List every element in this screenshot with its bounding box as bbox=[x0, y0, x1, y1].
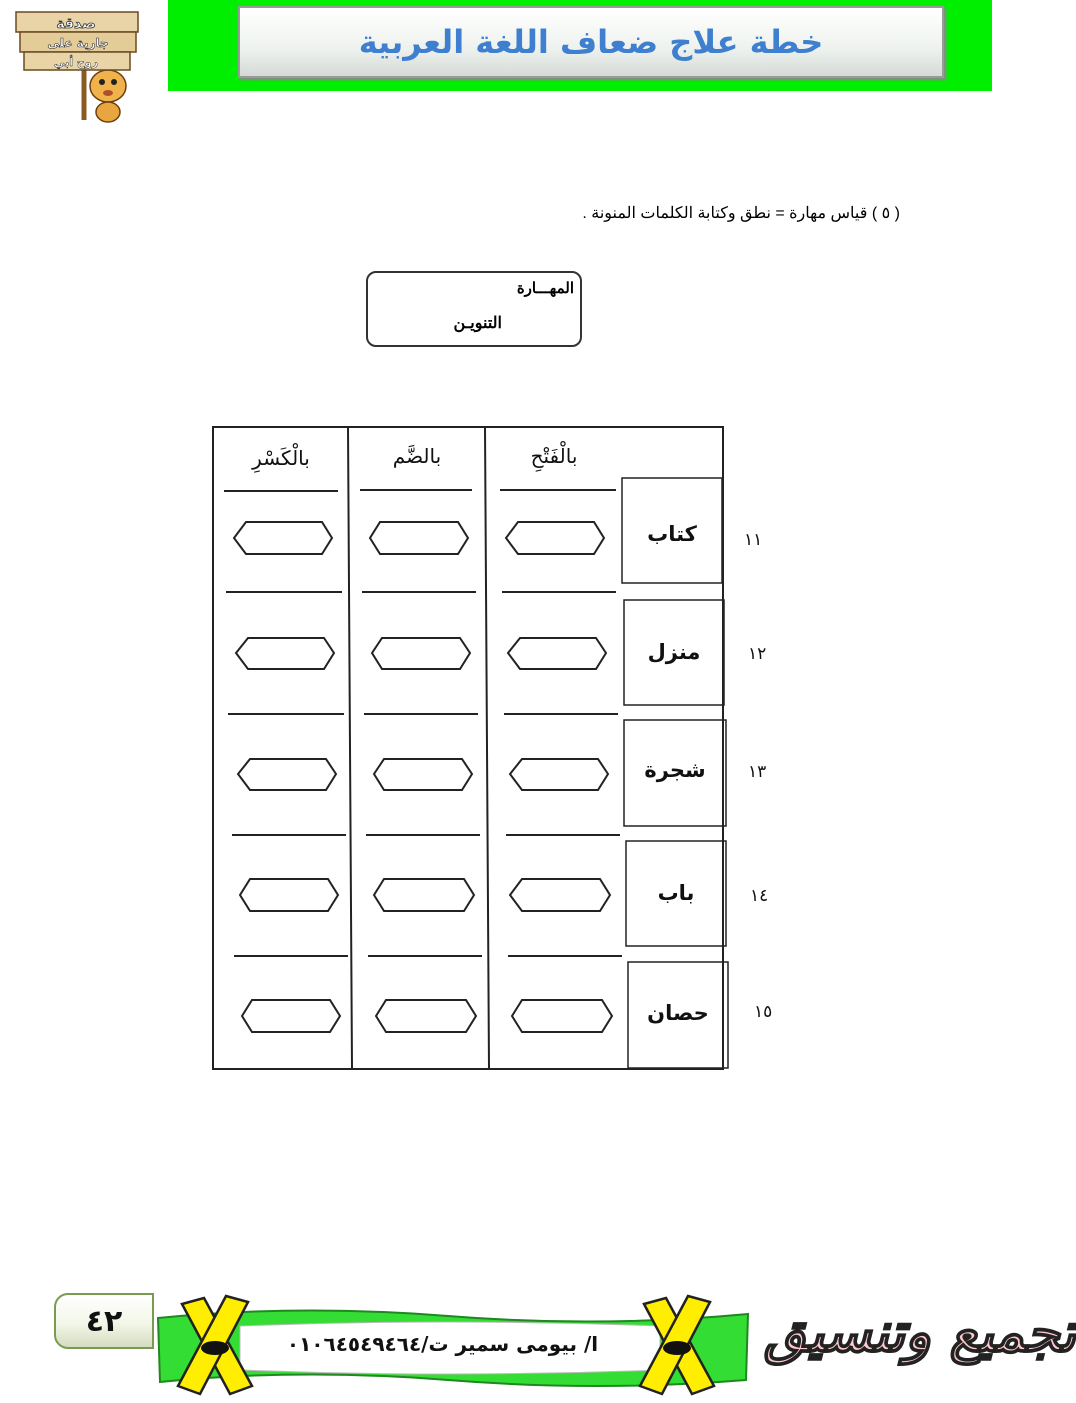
column-header-kasra: بالْكَسْرِ bbox=[252, 446, 310, 470]
author-credit: ا/ بيومى سمير ت/٠١٠٦٤٥٤٩٤٦٤ bbox=[286, 1332, 599, 1356]
answer-box bbox=[372, 638, 470, 669]
compiled-by-title: تجميع وتنسيق bbox=[764, 1300, 1076, 1364]
sign-line-3: روح أبي bbox=[54, 56, 98, 69]
row-word: منزل bbox=[647, 640, 701, 664]
answer-box bbox=[236, 638, 334, 669]
page-title: خطة علاج ضعاف اللغة العربية bbox=[358, 23, 824, 61]
answer-box bbox=[510, 759, 608, 790]
page-number: ٤٢ bbox=[85, 1303, 123, 1339]
row-word: حصان bbox=[647, 1001, 709, 1025]
charity-sign-illustration bbox=[12, 8, 142, 126]
question-text: ( ٥ ) قياس مهارة = نطق وكتابة الكلمات المنونة . bbox=[582, 205, 900, 222]
answer-box bbox=[510, 879, 610, 911]
answer-box bbox=[234, 522, 332, 554]
column-header-damma: بالضَّم bbox=[392, 444, 442, 468]
sign-line-1: صدقة bbox=[56, 16, 96, 32]
answer-box bbox=[370, 522, 468, 554]
row-word: كتاب bbox=[647, 522, 697, 546]
row-number: ١٢ bbox=[748, 644, 767, 664]
skill-label: المهـــارة bbox=[516, 280, 574, 297]
row-word: باب bbox=[657, 881, 695, 905]
answer-box bbox=[506, 522, 604, 554]
answer-box bbox=[512, 1000, 612, 1032]
row-number: ١٣ bbox=[748, 762, 767, 782]
answer-box bbox=[240, 879, 338, 911]
answer-box bbox=[374, 879, 474, 911]
answer-box bbox=[242, 1000, 340, 1032]
row-word: شجرة bbox=[644, 758, 706, 782]
skill-value: التنويـن bbox=[453, 315, 502, 332]
row-number: ١٥ bbox=[754, 1002, 773, 1022]
title-banner bbox=[238, 6, 944, 78]
row-number: ١١ bbox=[744, 530, 763, 550]
answer-box bbox=[374, 759, 472, 790]
skill-box bbox=[366, 271, 582, 347]
sign-line-2: جارية على bbox=[47, 36, 109, 50]
worksheet-table bbox=[212, 426, 724, 1070]
answer-box bbox=[508, 638, 606, 669]
sign-board bbox=[16, 12, 138, 70]
answer-box bbox=[238, 759, 336, 790]
column-header-fatha: بالْفَتْحِ bbox=[530, 444, 578, 468]
answer-box bbox=[376, 1000, 476, 1032]
row-number: ١٤ bbox=[750, 886, 769, 906]
page-number-tab bbox=[54, 1293, 154, 1349]
